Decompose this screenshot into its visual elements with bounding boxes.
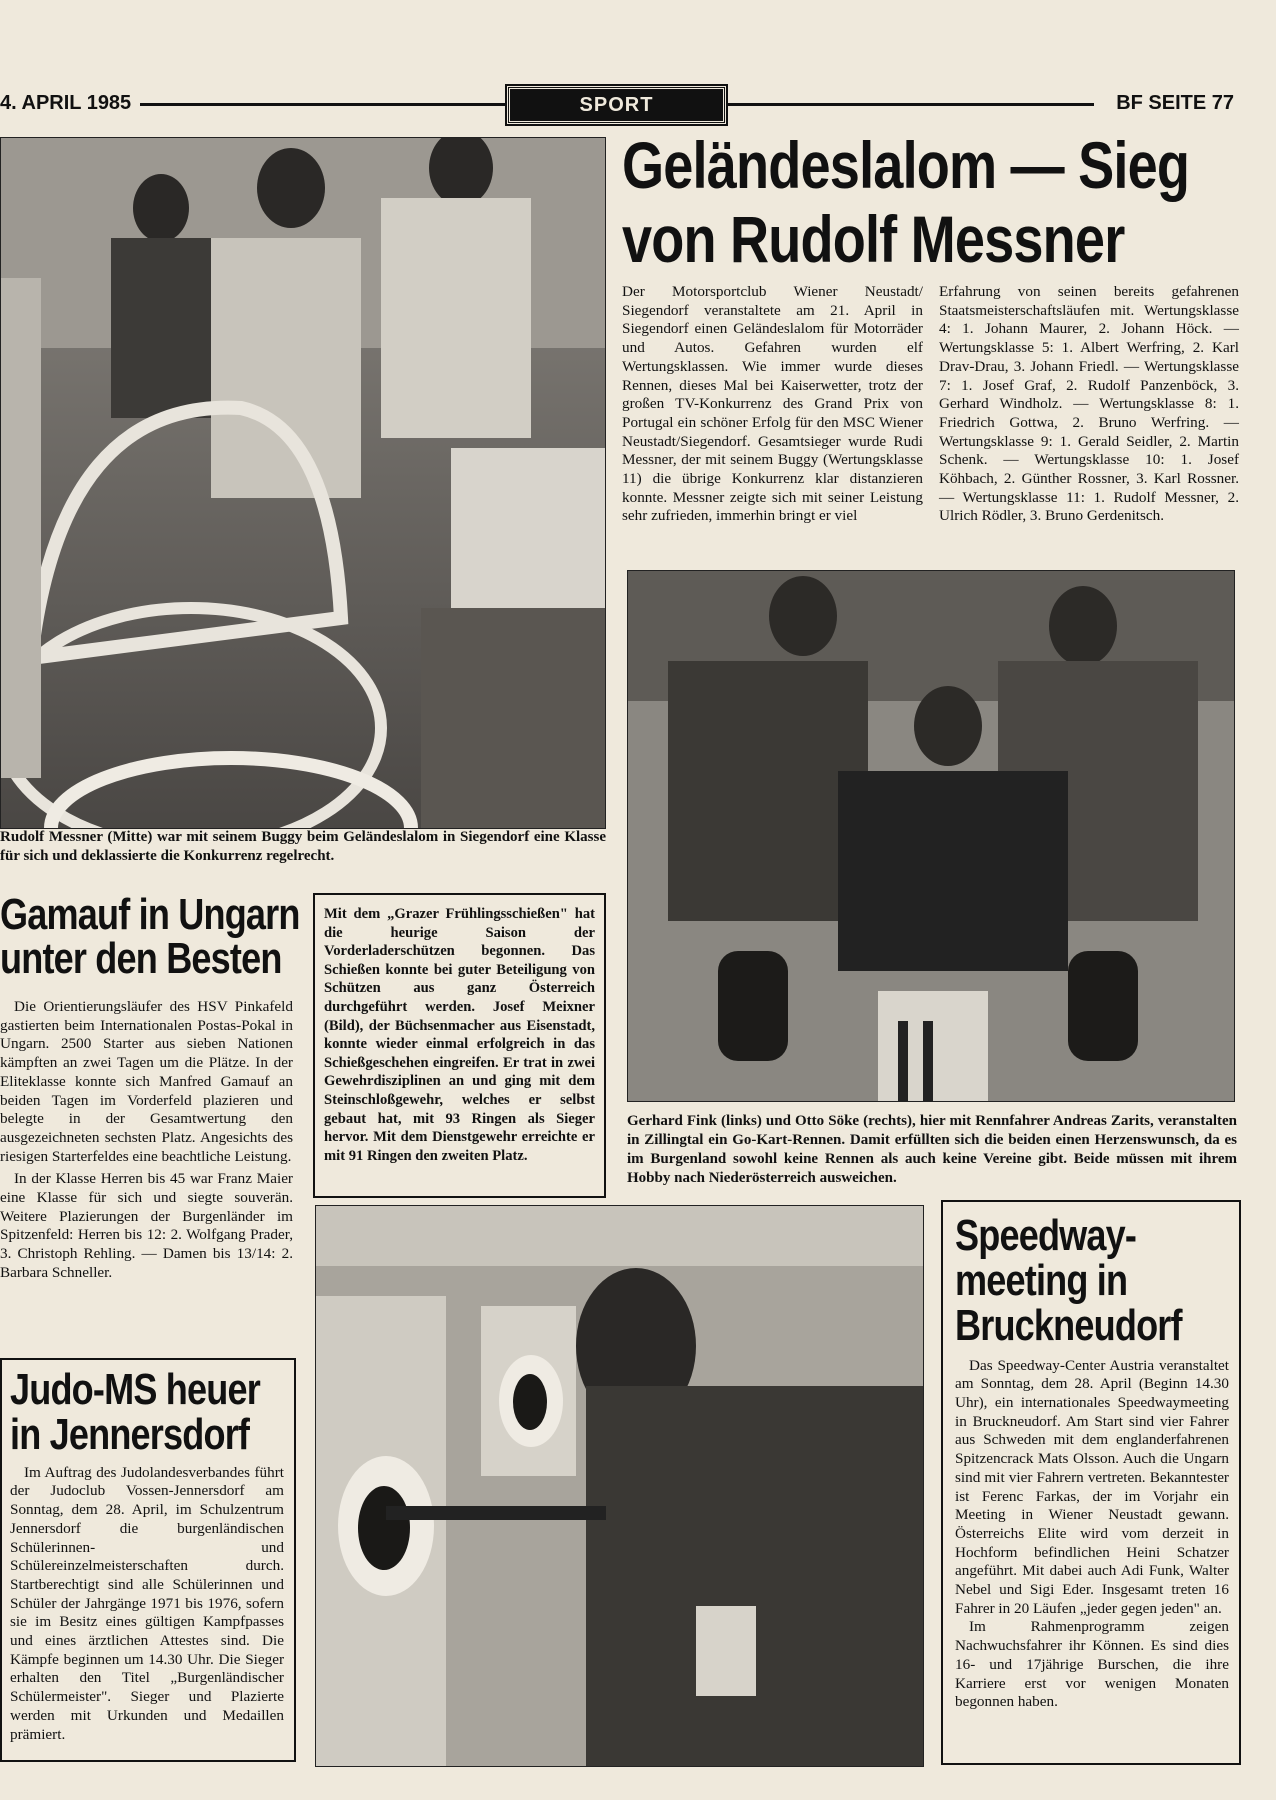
gamauf-headline-line2: unter den Besten — [0, 934, 282, 983]
photo-shooter — [315, 1205, 924, 1767]
page-number: BF SEITE 77 — [1116, 92, 1234, 114]
gamauf-paragraph-2: In der Klasse Herren bis 45 war Franz Maier eine Klasse für sich und siegte souverän. Weitere Plazierungen der Burgenländer im Spitzenfeld: Herren bis 12: 2. Wolfgang Prader, 3. Christoph Rehling. — Damen bis 13/14: 2. Barbara Schneller. — [0, 1170, 293, 1281]
header-rule-left — [140, 103, 505, 106]
photo-shooter-image — [316, 1206, 923, 1766]
grazer-box — [313, 893, 606, 1198]
judo-text: Im Auftrag des Judolandesverbandes führt der Judoclub Vossen-Jennersdorf am Sonntag, dem 28. April, im Schulzentrum Jennersdorf die burgenländischen Schülerinnen- und Schülereinzelmeisterschaften durch. Startberechtigt sind alle Schülerinnen und Schüler der Jahrgänge 1971 bis 1976, sofern sie im Besitz eines gültigen Kampfpasses und eines ärztlichen Attestes sind. Die Kämpfe beginnen um 14.30 Uhr. Die Sieger erhalten den Titel „Burgenländischer Schülermeister". Sieger und Plazierte werden mit Urkunden und Medaillen prämiert. — [10, 1463, 284, 1743]
photo-buggy-caption: Rudolf Messner (Mitte) war mit seinem Buggy beim Geländeslalom in Siegendorf eine Klasse für sich und deklassierte die Konkurrenz regelrecht. — [0, 829, 606, 864]
main-article-col2: Erfahrung von seinen bereits gefahrenen Staatsmeisterschaftsläufen mit. Wertungsklasse 4: 1. Johann Maurer, 2. Johann Höck. — Wertungsklasse 5: 1. Albert Werfring, 2. Karl Drav-Drau, 3. Johann Friedl. — Wertungsklasse 7: 1. Josef Graf, 2. Rudolf Panzenböck, 3. Gerhard Windholz. — Wertungsklasse 8: 1. Friedrich Gottwa, 2. Bruno Werfring. — Wertungsklasse 9: 1. Gerald Seidler, 2. Martin Schenk. — Wertungsklasse 10: 1. Josef Köhbach, 2. Günther Rossner, 3. Karl Rossner. — Wertungsklasse 11: 1. Rudolf Messner, 2. Ulrich Rödler, 3. Bruno Gerdenitsch. — [939, 283, 1239, 525]
header-rule-right — [726, 103, 1094, 106]
speedway-headline-line1: Speedway- — [955, 1211, 1137, 1260]
issue-date: 4. APRIL 1985 — [0, 92, 132, 114]
judo-box — [0, 1358, 296, 1762]
speedway-headline-line2: meeting in — [955, 1255, 1128, 1305]
speedway-box — [941, 1200, 1241, 1765]
speedway-paragraph-2: Im Rahmenprogramm zeigen Nachwuchsfahrer ihr Können. Es sind dies 16- und 17jährige Burschen, die ihre Karriere erst vor wenigen Monaten begonnen haben. — [955, 1618, 1229, 1711]
photo-gokart-caption: Gerhard Fink (links) und Otto Söke (rechts), hier mit Rennfahrer Andreas Zarits, veranstalten in Zillingtal ein Go-Kart-Rennen. Damit erfüllten sich die beiden einen Herzenswunsch, da es im Burgenland sowohl keine Rennen als auch keine Vereine gibt. Beide müssen mit ihrem Hobby nach Niederösterreich ausweichen. — [627, 1113, 1237, 1186]
photo-gokart — [627, 570, 1235, 1102]
main-headline-line1: Geländeslalom — Sieg — [622, 128, 1190, 202]
judo-headline-line1: Judo-MS heuer — [10, 1365, 260, 1414]
gamauf-headline-line1: Gamauf in Ungarn — [0, 890, 300, 939]
speedway-paragraph-1: Das Speedway-Center Austria veranstaltet am Sonntag, dem 28. April (Beginn 14.30 Uhr), ein internationales Speedwaymeeting in Bruckneudorf. Am Start sind vier Fahrer aus Schweden mit dem englanderfahrenen Spitzencrack Mats Olsson. Auch die Ungarn sind mit vier Fahrern vertreten. Bekanntester ist Ferenc Farkas, der im Vorjahr ein Meeting in Wiener Neustadt gewann. Österreichs Elite wird vom derzeit in Hochform befindlichen Heini Schatzer angeführt. Mit dabei auch Adi Funk, Walter Nebel und Sigi Eder. Insgesamt treten 16 Fahrer in 20 Läufen „jeder gegen jeden" an. — [955, 1356, 1229, 1617]
gamauf-article — [0, 998, 293, 1283]
speedway-headline-line3: Bruckneudorf — [955, 1300, 1182, 1350]
photo-buggy — [0, 137, 606, 829]
photo-buggy-image — [1, 138, 605, 828]
photo-gokart-image — [628, 571, 1234, 1101]
main-article-col1: Der Motorsportclub Wiener Neustadt/ Siegendorf veranstaltete am 21. April in Siegendorf einen Geländeslalom für Motorräder und Autos. Gefahren wurden elf Wertungsklassen. Wie immer wurde dieses Rennen, dieses Mal bei Kaiserwetter, trotz der großen TV-Konkurrenz des Grand Prix von Portugal ein schöner Erfolg für den MSC Wiener Neustadt/Siegendorf. Gesamtsieger wurde Rudi Messner, der mit seinem Buggy (Wertungsklasse 11) die übrige Konkurrenz klar distanzieren konnte. Messner zeigte sich mit seiner Leistung sehr zufrieden, immerhin bringt er viel — [622, 283, 923, 525]
main-headline-line2: von Rudolf Messner — [622, 202, 1125, 276]
grazer-text: Mit dem „Grazer Frühlingsschießen" hat die heurige Saison der Vorderladerschützen begonnen. Das Schießen konnte bei guter Beteiligung von Schützen aus ganz Österreich durchgeführt werden. Josef Meixner (Bild), der Büchsenmacher aus Eisenstadt, konnte wieder einmal erfolgreich in das Schießgeschehen eingreifen. Er trat in zwei Gewehrdisziplinen an und ging mit dem Steinschloßgewehr, welches er selbst gebaut hat, mit 93 Ringen als Sieger hervor. Mit dem Dienstgewehr erreichte er mit 91 Ringen den zweiten Platz. — [324, 906, 595, 1164]
speedway-article — [955, 1357, 1229, 1712]
judo-headline-line2: in Jennersdorf — [10, 1409, 250, 1459]
gamauf-paragraph-1: Die Orientierungsläufer des HSV Pinkafeld gastierten beim Internationalen Postas-Pokal in Ungarn. 2500 Starter aus sieben Nationen kämpften an zwei Tagen um die Plätze. In der Eliteklasse konnte sich Manfred Gamauf an beiden Tagen im Vorderfeld plazieren und belegte in der Gesamtwertung den ausgezeichneten sechsten Platz. Angesichts des riesigen Starterfeldes eine beachtliche Leistung. — [0, 998, 293, 1165]
section-label: SPORT — [507, 86, 726, 124]
